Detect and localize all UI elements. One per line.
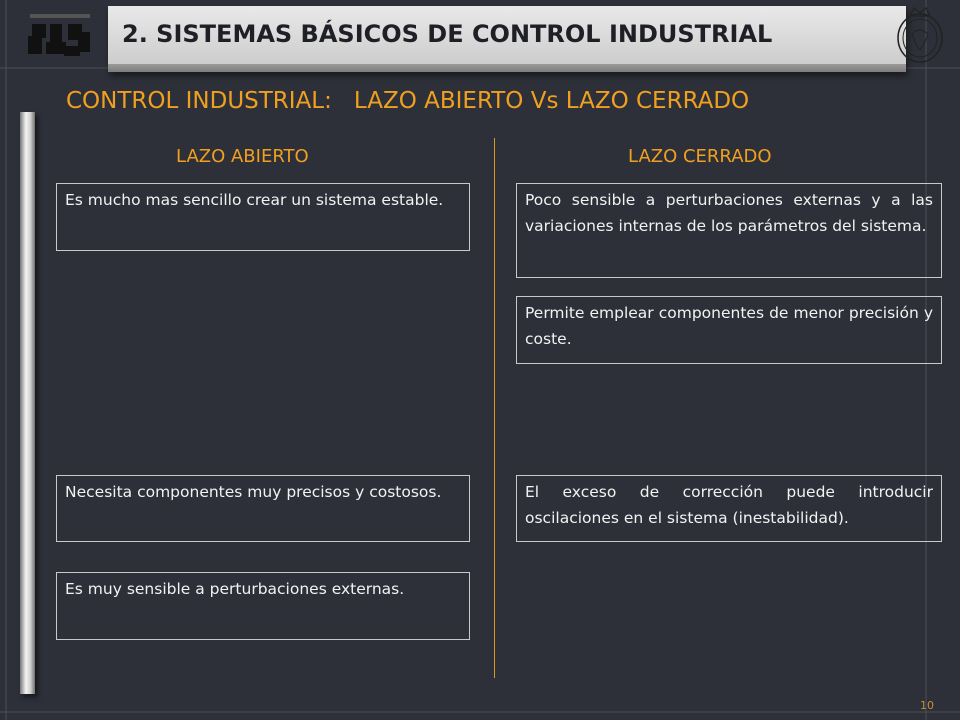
subtitle-label: CONTROL INDUSTRIAL: — [66, 88, 332, 114]
university-seal-icon — [888, 4, 952, 66]
subtitle-topic: LAZO ABIERTO Vs LAZO CERRADO — [353, 88, 750, 114]
heading-closed-loop: LAZO CERRADO — [628, 146, 772, 167]
closed-loop-item-3: El exceso de corrección puede introducir oscilaciones en el sistema (inestabilidad). — [516, 475, 942, 542]
page-number: 10 — [920, 699, 934, 712]
closed-loop-item-1: Poco sensible a perturbaciones externas y a las variaciones internas de los parámetros del sistema. — [516, 183, 942, 278]
open-loop-item-1: Es mucho mas sencillo crear un sistema estable. — [56, 183, 470, 251]
open-loop-item-2: Necesita componentes muy precisos y costosos. — [56, 475, 470, 542]
heading-open-loop: LAZO ABIERTO — [176, 146, 309, 167]
open-loop-item-3: Es muy sensible a perturbaciones externas. — [56, 572, 470, 640]
closed-loop-item-2: Permite emplear componentes de menor precisión y coste. — [516, 296, 942, 364]
university-logo-icon — [20, 6, 106, 62]
slide-title: 2. SISTEMAS BÁSICOS DE CONTROL INDUSTRIAL — [122, 20, 773, 48]
slide-subtitle — [66, 88, 749, 114]
left-decorative-bar — [20, 112, 35, 694]
column-divider — [494, 138, 495, 678]
